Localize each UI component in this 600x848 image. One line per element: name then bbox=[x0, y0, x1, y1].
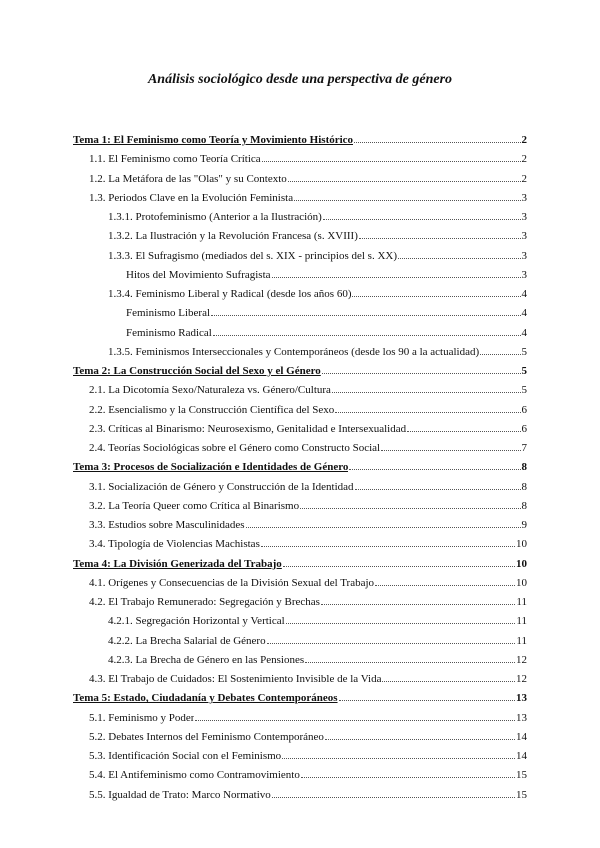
toc-dot-leader bbox=[246, 526, 521, 528]
toc-dot-leader bbox=[332, 391, 521, 393]
toc-entry-title: 3.1. Socialización de Género y Construcción de la Identidad bbox=[89, 480, 354, 493]
toc-page-number: 5 bbox=[521, 384, 527, 397]
toc-entry-title: Tema 4: La División Generizada del Trabajo bbox=[73, 557, 282, 570]
toc-dot-leader bbox=[267, 642, 516, 644]
toc-dot-leader bbox=[300, 507, 520, 509]
toc-dot-leader bbox=[195, 719, 515, 721]
toc-entry-title: Feminismo Liberal bbox=[126, 307, 211, 320]
toc-entry-title: 1.3.2. La Ilustración y la Revolución Francesa (s. XVIII) bbox=[108, 230, 358, 243]
toc-entry-title: 3.3. Estudios sobre Masculinidades bbox=[89, 519, 245, 531]
toc-entry[interactable] bbox=[73, 709, 527, 728]
toc-entry[interactable] bbox=[73, 439, 527, 458]
toc-entry-title: Hitos del Movimiento Sufragista bbox=[126, 268, 271, 281]
toc-entry-title: 1.3. Periodos Clave en la Evolución Feminista bbox=[89, 191, 294, 204]
toc-dot-leader bbox=[261, 545, 515, 547]
toc-entry-title: 1.3.3. El Sufragismo (mediados del s. XIX - principios del s. XX) bbox=[108, 249, 398, 262]
toc-page-number: 13 bbox=[516, 711, 527, 724]
toc-dot-leader bbox=[262, 160, 521, 162]
toc-entry-title: 4.2.2. La Brecha Salarial de Género bbox=[108, 634, 266, 647]
toc-page-number: 5 bbox=[521, 365, 527, 377]
toc-dot-leader bbox=[375, 584, 515, 586]
toc-dot-leader bbox=[288, 180, 521, 182]
toc-entry-title: 5.4. El Antifeminismo como Contramovimiento bbox=[89, 769, 300, 782]
toc-page-number: 12 bbox=[516, 653, 527, 666]
toc-dot-leader bbox=[323, 218, 521, 220]
toc-dot-leader bbox=[352, 295, 520, 297]
toc-entry-title: Tema 2: La Construcción Social del Sexo y el Género bbox=[73, 365, 321, 377]
toc-dot-leader bbox=[359, 237, 521, 239]
toc-entry[interactable] bbox=[73, 728, 527, 747]
toc-entry[interactable] bbox=[73, 362, 527, 381]
toc-entry-title: 1.1. El Feminismo como Teoría Crítica bbox=[89, 153, 261, 166]
toc-entry-title: 1.3.4. Feminismo Liberal y Radical (desde los años 60) bbox=[108, 288, 352, 300]
toc-entry-title: 3.2. La Teoría Queer como Crítica al Binarismo bbox=[89, 499, 300, 512]
toc-entry-title: 2.3. Críticas al Binarismo: Neurosexismo, Genitalidad e Intersexualidad bbox=[89, 422, 407, 435]
toc-entry[interactable] bbox=[73, 612, 527, 631]
toc-page-number: 11 bbox=[516, 615, 527, 628]
toc-entry[interactable] bbox=[73, 420, 527, 439]
toc-dot-leader bbox=[321, 603, 515, 605]
toc-entry[interactable] bbox=[73, 632, 527, 651]
toc-page-number: 2 bbox=[521, 134, 527, 146]
toc-entry[interactable] bbox=[73, 381, 527, 400]
toc-dot-leader bbox=[355, 488, 521, 490]
toc-entry[interactable] bbox=[73, 266, 527, 285]
toc-entry[interactable] bbox=[73, 247, 527, 266]
toc-entry[interactable] bbox=[73, 324, 527, 343]
toc-entry[interactable] bbox=[73, 208, 527, 227]
toc-entry[interactable] bbox=[73, 535, 527, 554]
toc-dot-leader bbox=[325, 738, 515, 740]
table-of-contents bbox=[73, 131, 527, 805]
toc-entry-title: Tema 1: El Feminismo como Teoría y Movimiento Histórico bbox=[73, 134, 354, 146]
toc-dot-leader bbox=[322, 372, 521, 374]
toc-dot-leader bbox=[301, 776, 515, 778]
toc-page-number: 4 bbox=[521, 326, 527, 339]
toc-dot-leader bbox=[339, 699, 515, 701]
toc-entry-title: Tema 3: Procesos de Socialización e Identidades de Género bbox=[73, 461, 349, 474]
toc-dot-leader bbox=[213, 334, 521, 336]
toc-entry-title: 3.4. Tipología de Violencias Machistas bbox=[89, 538, 260, 551]
toc-dot-leader bbox=[282, 757, 515, 759]
toc-page-number: 14 bbox=[516, 730, 527, 743]
toc-entry-title: 5.3. Identificación Social con el Feminismo bbox=[89, 750, 282, 762]
toc-entry[interactable] bbox=[73, 478, 527, 497]
toc-entry[interactable] bbox=[73, 227, 527, 246]
toc-entry[interactable] bbox=[73, 497, 527, 516]
toc-entry[interactable] bbox=[73, 343, 527, 362]
toc-page-number: 8 bbox=[521, 461, 527, 474]
toc-dot-leader bbox=[480, 353, 520, 355]
toc-entry[interactable] bbox=[73, 555, 527, 574]
toc-dot-leader bbox=[286, 622, 516, 624]
toc-entry-title: 4.2. El Trabajo Remunerado: Segregación y Brechas bbox=[89, 596, 320, 608]
toc-entry-title: 4.3. El Trabajo de Cuidados: El Sostenimiento Invisible de la Vida bbox=[89, 673, 382, 685]
toc-page-number: 2 bbox=[521, 153, 527, 166]
toc-page-number: 9 bbox=[521, 519, 527, 531]
toc-dot-leader bbox=[211, 314, 520, 316]
toc-entry-title: 4.2.3. La Brecha de Género en las Pensiones bbox=[108, 653, 305, 666]
toc-entry-title: 1.3.1. Protofeminismo (Anterior a la Ilustración) bbox=[108, 211, 322, 223]
toc-page-number: 3 bbox=[521, 211, 527, 223]
toc-page-number: 5 bbox=[521, 345, 527, 358]
toc-page-number: 15 bbox=[516, 769, 527, 782]
toc-entry[interactable] bbox=[73, 786, 527, 805]
toc-entry[interactable] bbox=[73, 189, 527, 208]
toc-entry[interactable] bbox=[73, 651, 527, 670]
toc-page-number: 8 bbox=[521, 480, 527, 493]
toc-entry-title: Tema 5: Estado, Ciudadanía y Debates Contemporáneos bbox=[73, 692, 338, 705]
toc-entry-title: 1.3.5. Feminismos Interseccionales y Contemporáneos (desde los 90 a la actualidad) bbox=[108, 345, 480, 358]
toc-entry[interactable] bbox=[73, 574, 527, 593]
toc-dot-leader bbox=[294, 199, 520, 201]
toc-page-number: 10 bbox=[516, 538, 527, 551]
toc-entry-title: 5.2. Debates Internos del Feminismo Contemporáneo bbox=[89, 730, 324, 743]
toc-entry-title: 2.4. Teorías Sociológicas sobre el Género como Constructo Social bbox=[89, 442, 381, 454]
toc-entry-title: 5.1. Feminismo y Poder bbox=[89, 711, 195, 724]
toc-entry[interactable] bbox=[73, 401, 527, 420]
toc-page-number: 8 bbox=[521, 499, 527, 512]
toc-page-number: 6 bbox=[521, 422, 527, 435]
toc-dot-leader bbox=[305, 661, 515, 663]
toc-dot-leader bbox=[398, 257, 520, 259]
toc-entry-title: Feminismo Radical bbox=[126, 326, 212, 339]
toc-page-number: 11 bbox=[516, 596, 527, 608]
toc-entry-title: 1.2. La Metáfora de las "Olas" y su Contexto bbox=[89, 172, 287, 185]
toc-entry-title: 2.2. Esencialismo y la Construcción Científica del Sexo bbox=[89, 403, 335, 416]
toc-entry[interactable] bbox=[73, 766, 527, 785]
toc-page-number: 4 bbox=[521, 307, 527, 320]
toc-page-number: 3 bbox=[521, 249, 527, 262]
toc-page-number: 13 bbox=[516, 692, 527, 705]
toc-page-number: 3 bbox=[521, 191, 527, 204]
toc-entry[interactable] bbox=[73, 170, 527, 189]
document-title: Análisis sociológico desde una perspectiva de género bbox=[147, 72, 453, 87]
toc-dot-leader bbox=[335, 411, 520, 413]
toc-dot-leader bbox=[381, 449, 520, 451]
toc-entry[interactable] bbox=[73, 516, 527, 535]
toc-entry[interactable] bbox=[73, 593, 527, 612]
toc-entry-title: 4.2.1. Segregación Horizontal y Vertical bbox=[108, 615, 285, 628]
toc-dot-leader bbox=[272, 796, 515, 798]
toc-entry[interactable] bbox=[73, 131, 527, 150]
toc-entry[interactable] bbox=[73, 747, 527, 766]
toc-page-number: 4 bbox=[521, 288, 527, 300]
toc-dot-leader bbox=[283, 565, 515, 567]
toc-entry-title: 2.1. La Dicotomía Sexo/Naturaleza vs. Género/Cultura bbox=[89, 384, 331, 397]
toc-page-number: 7 bbox=[521, 442, 527, 454]
toc-page-number: 10 bbox=[516, 557, 527, 570]
toc-entry[interactable] bbox=[73, 304, 527, 323]
toc-page-number: 2 bbox=[521, 172, 527, 185]
toc-page-number: 11 bbox=[516, 634, 527, 647]
toc-dot-leader bbox=[407, 430, 520, 432]
toc-page-number: 3 bbox=[521, 230, 527, 243]
toc-page-number: 15 bbox=[516, 788, 527, 801]
toc-dot-leader bbox=[354, 141, 520, 143]
toc-page-number: 3 bbox=[521, 268, 527, 281]
toc-page-number: 10 bbox=[516, 576, 527, 589]
toc-entry-title: 4.1. Orígenes y Consecuencias de la División Sexual del Trabajo bbox=[89, 576, 375, 589]
toc-dot-leader bbox=[349, 468, 520, 470]
toc-page-number: 14 bbox=[516, 750, 527, 762]
toc-entry[interactable] bbox=[73, 150, 527, 169]
toc-entry[interactable] bbox=[73, 285, 527, 304]
toc-page-number: 12 bbox=[516, 673, 527, 685]
toc-dot-leader bbox=[382, 680, 515, 682]
toc-page-number: 6 bbox=[521, 403, 527, 416]
toc-entry[interactable] bbox=[73, 670, 527, 689]
toc-entry[interactable] bbox=[73, 689, 527, 708]
toc-entry[interactable] bbox=[73, 458, 527, 477]
toc-entry-title: 5.5. Igualdad de Trato: Marco Normativo bbox=[89, 788, 271, 801]
toc-dot-leader bbox=[272, 276, 521, 278]
